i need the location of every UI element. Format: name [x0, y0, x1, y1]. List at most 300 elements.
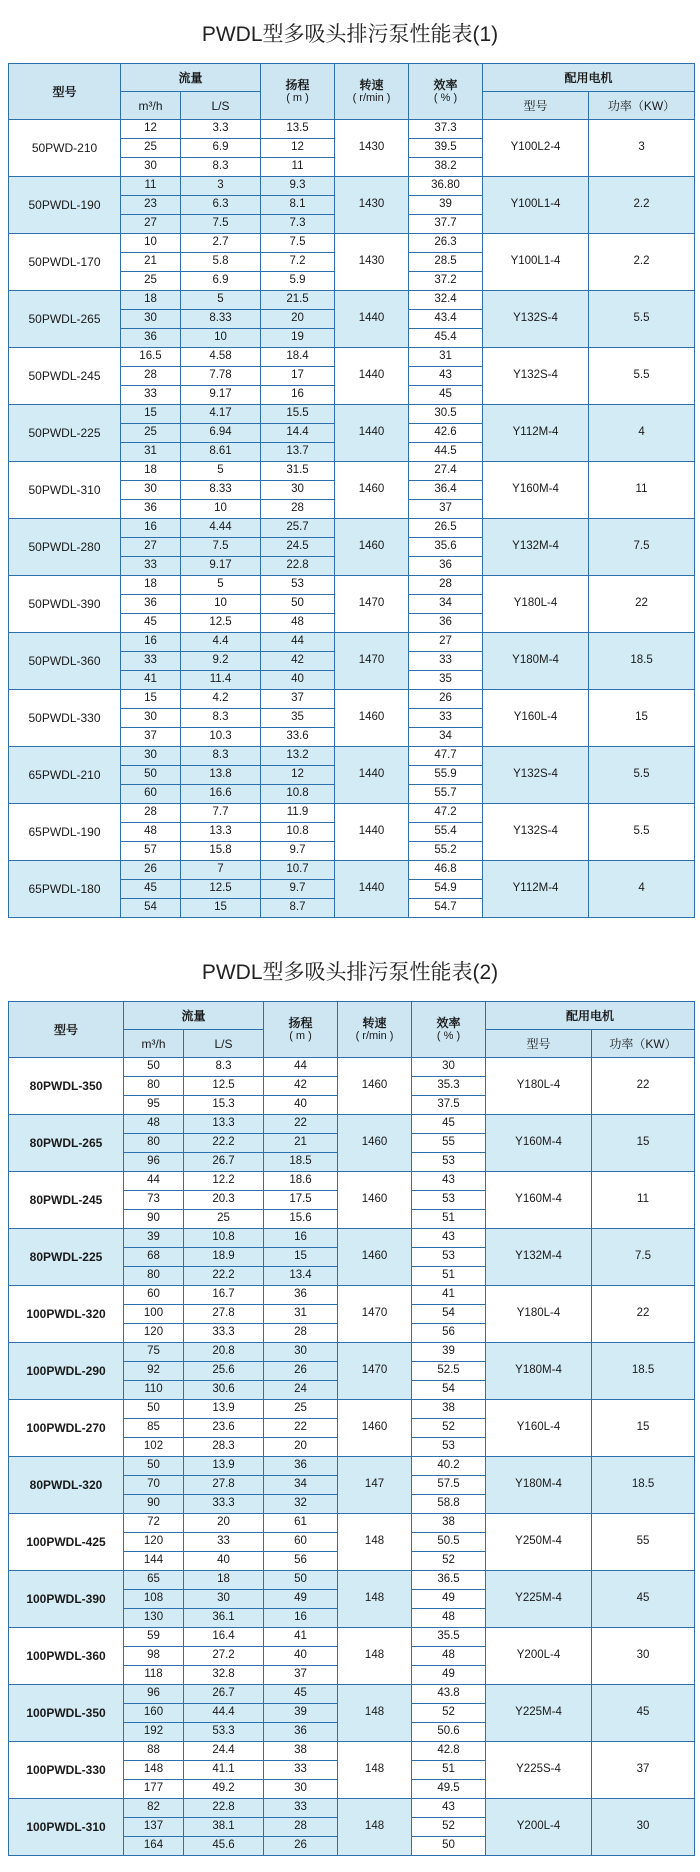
flow-ls-cell: 13.9 [184, 1400, 264, 1419]
efficiency-cell: 28 [409, 576, 483, 595]
motor-power-cell: 15 [592, 1115, 695, 1172]
flow-ls-cell: 18.9 [184, 1248, 264, 1267]
motor-power-cell: 5.5 [589, 747, 695, 804]
flow-ls-cell: 33.3 [184, 1495, 264, 1514]
header-head: 扬程 ( m ) [264, 1002, 338, 1058]
motor-model-cell: Y160M-4 [486, 1115, 592, 1172]
flow-m3h-cell: 30 [121, 747, 181, 766]
motor-power-cell: 18.5 [589, 633, 695, 690]
motor-power-cell: 5.5 [589, 804, 695, 861]
head-cell: 36 [264, 1723, 338, 1742]
motor-model-cell: Y180M-4 [486, 1343, 592, 1400]
flow-m3h-cell: 70 [124, 1476, 184, 1495]
head-cell: 10.8 [261, 785, 335, 804]
flow-m3h-cell: 73 [124, 1191, 184, 1210]
head-cell: 32 [264, 1495, 338, 1514]
flow-ls-cell: 38.1 [184, 1818, 264, 1837]
flow-m3h-cell: 80 [124, 1267, 184, 1286]
header-motor-model: 型号 [483, 92, 589, 120]
table-row [9, 1571, 695, 1590]
table-row [9, 1115, 695, 1134]
efficiency-cell: 35.5 [412, 1628, 486, 1647]
model-cell: 50PWDL-330 [9, 690, 121, 747]
speed-cell: 1460 [335, 462, 409, 519]
flow-m3h-cell: 98 [124, 1647, 184, 1666]
flow-ls-cell: 13.3 [184, 1115, 264, 1134]
efficiency-cell: 27.4 [409, 462, 483, 481]
head-cell: 16 [264, 1229, 338, 1248]
efficiency-cell: 35.6 [409, 538, 483, 557]
flow-m3h-cell: 16 [121, 519, 181, 538]
flow-m3h-cell: 110 [124, 1381, 184, 1400]
flow-ls-cell: 25.6 [184, 1362, 264, 1381]
head-cell: 8.7 [261, 899, 335, 918]
flow-m3h-cell: 192 [124, 1723, 184, 1742]
motor-model-cell: Y112M-4 [483, 405, 589, 462]
speed-cell: 1440 [335, 861, 409, 918]
flow-ls-cell: 5 [181, 291, 261, 310]
flow-m3h-cell: 25 [121, 272, 181, 291]
flow-ls-cell: 10 [181, 329, 261, 348]
flow-ls-cell: 33.3 [184, 1324, 264, 1343]
flow-m3h-cell: 33 [121, 652, 181, 671]
model-cell: 100PWDL-390 [9, 1571, 124, 1628]
flow-m3h-cell: 15 [121, 405, 181, 424]
head-cell: 21.5 [261, 291, 335, 310]
flow-m3h-cell: 137 [124, 1818, 184, 1837]
efficiency-cell: 28.5 [409, 253, 483, 272]
table-row [9, 519, 695, 538]
flow-ls-cell: 10.3 [181, 728, 261, 747]
motor-power-cell: 5.5 [589, 291, 695, 348]
efficiency-cell: 26.5 [409, 519, 483, 538]
flow-m3h-cell: 102 [124, 1438, 184, 1457]
model-cell: 50PWDL-310 [9, 462, 121, 519]
model-cell: 80PWDL-265 [9, 1115, 124, 1172]
motor-power-cell: 30 [592, 1628, 695, 1685]
head-cell: 21 [264, 1134, 338, 1153]
flow-m3h-cell: 44 [124, 1172, 184, 1191]
table-row [9, 1628, 695, 1647]
flow-ls-cell: 22.2 [184, 1267, 264, 1286]
flow-m3h-cell: 18 [121, 291, 181, 310]
efficiency-cell: 34 [409, 728, 483, 747]
flow-ls-cell: 16.7 [184, 1286, 264, 1305]
efficiency-cell: 40.2 [412, 1457, 486, 1476]
head-cell: 30 [264, 1343, 338, 1362]
flow-ls-cell: 30 [184, 1590, 264, 1609]
flow-ls-cell: 4.17 [181, 405, 261, 424]
flow-ls-cell: 15.3 [184, 1096, 264, 1115]
flow-m3h-cell: 16.5 [121, 348, 181, 367]
flow-m3h-cell: 30 [121, 310, 181, 329]
speed-cell: 1470 [335, 633, 409, 690]
motor-power-cell: 22 [592, 1286, 695, 1343]
efficiency-cell: 41 [412, 1286, 486, 1305]
efficiency-cell: 43 [412, 1229, 486, 1248]
motor-power-cell: 7.5 [592, 1229, 695, 1286]
motor-model-cell: Y225M-4 [486, 1685, 592, 1742]
head-cell: 30 [264, 1780, 338, 1799]
flow-m3h-cell: 120 [124, 1533, 184, 1552]
flow-ls-cell: 30.6 [184, 1381, 264, 1400]
flow-ls-cell: 36.1 [184, 1609, 264, 1628]
flow-ls-cell: 49.2 [184, 1780, 264, 1799]
head-cell: 40 [261, 671, 335, 690]
model-cell: 80PWDL-225 [9, 1229, 124, 1286]
flow-ls-cell: 4.2 [181, 690, 261, 709]
flow-m3h-cell: 28 [121, 367, 181, 386]
motor-model-cell: Y180M-4 [486, 1457, 592, 1514]
efficiency-cell: 53 [412, 1248, 486, 1267]
efficiency-cell: 39.5 [409, 139, 483, 158]
speed-cell: 1460 [335, 519, 409, 576]
efficiency-cell: 38 [412, 1400, 486, 1419]
efficiency-cell: 54.7 [409, 899, 483, 918]
header-head: 扬程 ( m ) [261, 64, 335, 120]
head-cell: 33.6 [261, 728, 335, 747]
efficiency-cell: 32.4 [409, 291, 483, 310]
efficiency-cell: 38 [412, 1514, 486, 1533]
efficiency-cell: 33 [409, 652, 483, 671]
efficiency-cell: 53 [412, 1438, 486, 1457]
motor-model-cell: Y132M-4 [483, 519, 589, 576]
flow-ls-cell: 23.6 [184, 1419, 264, 1438]
flow-m3h-cell: 18 [121, 462, 181, 481]
table-row [9, 1685, 695, 1704]
head-cell: 9.7 [261, 842, 335, 861]
model-cell: 100PWDL-360 [9, 1628, 124, 1685]
efficiency-cell: 36 [409, 557, 483, 576]
flow-ls-cell: 10.8 [184, 1229, 264, 1248]
model-cell: 100PWDL-330 [9, 1742, 124, 1799]
flow-m3h-cell: 30 [121, 709, 181, 728]
model-cell: 100PWDL-350 [9, 1685, 124, 1742]
header-flow: 流量 [124, 1002, 264, 1030]
head-cell: 60 [264, 1533, 338, 1552]
head-cell: 28 [261, 500, 335, 519]
flow-m3h-cell: 82 [124, 1799, 184, 1818]
flow-m3h-cell: 50 [124, 1400, 184, 1419]
motor-power-cell: 15 [592, 1400, 695, 1457]
motor-model-cell: Y180L-4 [483, 576, 589, 633]
model-cell: 50PWDL-390 [9, 576, 121, 633]
speed-cell: 148 [338, 1742, 412, 1799]
efficiency-cell: 38.2 [409, 158, 483, 177]
motor-power-cell: 37 [592, 1742, 695, 1799]
flow-ls-cell: 8.61 [181, 443, 261, 462]
head-cell: 31 [264, 1305, 338, 1324]
flow-ls-cell: 40 [184, 1552, 264, 1571]
efficiency-cell: 43 [412, 1172, 486, 1191]
table-row [9, 747, 695, 766]
flow-m3h-cell: 92 [124, 1362, 184, 1381]
flow-ls-cell: 5.8 [181, 253, 261, 272]
efficiency-cell: 55.7 [409, 785, 483, 804]
flow-ls-cell: 6.3 [181, 196, 261, 215]
head-cell: 7.3 [261, 215, 335, 234]
head-cell: 13.4 [264, 1267, 338, 1286]
motor-power-cell: 4 [589, 861, 695, 918]
speed-cell: 1460 [338, 1229, 412, 1286]
flow-m3h-cell: 57 [121, 842, 181, 861]
flow-m3h-cell: 11 [121, 177, 181, 196]
flow-m3h-cell: 30 [121, 481, 181, 500]
efficiency-cell: 48 [412, 1647, 486, 1666]
head-cell: 31.5 [261, 462, 335, 481]
flow-ls-cell: 44.4 [184, 1704, 264, 1723]
efficiency-cell: 47.7 [409, 747, 483, 766]
speed-cell: 1460 [335, 690, 409, 747]
motor-power-cell: 18.5 [592, 1343, 695, 1400]
head-cell: 17 [261, 367, 335, 386]
flow-ls-cell: 24.4 [184, 1742, 264, 1761]
efficiency-cell: 55.2 [409, 842, 483, 861]
header-motor: 配用电机 [486, 1002, 695, 1030]
motor-power-cell: 11 [592, 1172, 695, 1229]
flow-ls-cell: 22.2 [184, 1134, 264, 1153]
efficiency-cell: 37.7 [409, 215, 483, 234]
motor-power-cell: 2.2 [589, 234, 695, 291]
efficiency-cell: 50 [412, 1837, 486, 1856]
efficiency-cell: 53 [412, 1153, 486, 1172]
header-efficiency: 效率 ( % ) [412, 1002, 486, 1058]
motor-model-cell: Y160M-4 [486, 1172, 592, 1229]
flow-m3h-cell: 16 [121, 633, 181, 652]
model-cell: 65PWDL-210 [9, 747, 121, 804]
efficiency-cell: 47.2 [409, 804, 483, 823]
speed-cell: 1470 [335, 576, 409, 633]
flow-m3h-cell: 120 [124, 1324, 184, 1343]
speed-cell: 1430 [335, 177, 409, 234]
head-cell: 11 [261, 158, 335, 177]
table-row [9, 1457, 695, 1476]
speed-cell: 148 [338, 1628, 412, 1685]
flow-ls-cell: 41.1 [184, 1761, 264, 1780]
motor-power-cell: 5.5 [589, 348, 695, 405]
flow-ls-cell: 3.3 [181, 120, 261, 139]
table-row [9, 1343, 695, 1362]
head-cell: 38 [264, 1742, 338, 1761]
efficiency-cell: 52.5 [412, 1362, 486, 1381]
model-cell: 100PWDL-320 [9, 1286, 124, 1343]
header-motor: 配用电机 [483, 64, 695, 92]
head-cell: 45 [264, 1685, 338, 1704]
efficiency-cell: 26.3 [409, 234, 483, 253]
header-flow-ls: L/S [181, 92, 261, 120]
flow-m3h-cell: 90 [124, 1210, 184, 1229]
flow-m3h-cell: 45 [121, 880, 181, 899]
head-cell: 24.5 [261, 538, 335, 557]
head-cell: 39 [264, 1704, 338, 1723]
flow-m3h-cell: 100 [124, 1305, 184, 1324]
head-cell: 37 [264, 1666, 338, 1685]
flow-ls-cell: 20 [184, 1514, 264, 1533]
head-cell: 10.7 [261, 861, 335, 880]
flow-ls-cell: 11.4 [181, 671, 261, 690]
header-efficiency: 效率 ( % ) [409, 64, 483, 120]
motor-power-cell: 22 [589, 576, 695, 633]
flow-ls-cell: 7.5 [181, 538, 261, 557]
flow-ls-cell: 8.3 [181, 709, 261, 728]
flow-ls-cell: 2.7 [181, 234, 261, 253]
head-cell: 10.8 [261, 823, 335, 842]
head-cell: 20 [261, 310, 335, 329]
flow-m3h-cell: 45 [121, 614, 181, 633]
flow-m3h-cell: 33 [121, 386, 181, 405]
model-cell: 50PWDL-170 [9, 234, 121, 291]
table-row [9, 633, 695, 652]
motor-model-cell: Y180M-4 [483, 633, 589, 690]
flow-ls-cell: 18 [184, 1571, 264, 1590]
efficiency-cell: 55 [412, 1134, 486, 1153]
motor-model-cell: Y100L1-4 [483, 234, 589, 291]
flow-ls-cell: 25 [184, 1210, 264, 1229]
head-cell: 49 [264, 1590, 338, 1609]
head-cell: 36 [264, 1286, 338, 1305]
efficiency-cell: 36.80 [409, 177, 483, 196]
efficiency-cell: 51 [412, 1267, 486, 1286]
speed-cell: 1430 [335, 120, 409, 177]
head-cell: 19 [261, 329, 335, 348]
flow-m3h-cell: 50 [121, 766, 181, 785]
header-model: 型号 [9, 64, 121, 120]
head-cell: 18.6 [264, 1172, 338, 1191]
model-cell: 80PWDL-245 [9, 1172, 124, 1229]
flow-m3h-cell: 12 [121, 120, 181, 139]
efficiency-cell: 30 [412, 1058, 486, 1077]
efficiency-cell: 43.4 [409, 310, 483, 329]
efficiency-cell: 45.4 [409, 329, 483, 348]
model-cell: 100PWDL-425 [9, 1514, 124, 1571]
flow-m3h-cell: 25 [121, 424, 181, 443]
flow-m3h-cell: 26 [121, 861, 181, 880]
table-row [9, 120, 695, 139]
head-cell: 26 [264, 1362, 338, 1381]
motor-power-cell: 7.5 [589, 519, 695, 576]
efficiency-cell: 54 [412, 1381, 486, 1400]
table-row [9, 1286, 695, 1305]
efficiency-cell: 37.3 [409, 120, 483, 139]
efficiency-cell: 52 [412, 1419, 486, 1438]
motor-power-cell: 45 [592, 1685, 695, 1742]
speed-cell: 1460 [338, 1115, 412, 1172]
head-cell: 15.6 [264, 1210, 338, 1229]
flow-ls-cell: 8.33 [181, 481, 261, 500]
flow-m3h-cell: 59 [124, 1628, 184, 1647]
flow-m3h-cell: 85 [124, 1419, 184, 1438]
table-row [9, 462, 695, 481]
efficiency-cell: 35 [409, 671, 483, 690]
flow-ls-cell: 32.8 [184, 1666, 264, 1685]
performance-table-2 [8, 1001, 695, 1856]
flow-ls-cell: 8.3 [181, 747, 261, 766]
head-cell: 56 [264, 1552, 338, 1571]
flow-m3h-cell: 50 [124, 1457, 184, 1476]
model-cell: 65PWDL-180 [9, 861, 121, 918]
model-cell: 50PWD-210 [9, 120, 121, 177]
flow-ls-cell: 16.6 [181, 785, 261, 804]
table-row [9, 348, 695, 367]
motor-model-cell: Y180L-4 [486, 1058, 592, 1115]
efficiency-cell: 33 [409, 709, 483, 728]
flow-m3h-cell: 96 [124, 1685, 184, 1704]
model-cell: 50PWDL-225 [9, 405, 121, 462]
table-row [9, 1229, 695, 1248]
flow-m3h-cell: 118 [124, 1666, 184, 1685]
motor-model-cell: Y250M-4 [486, 1514, 592, 1571]
head-cell: 42 [264, 1077, 338, 1096]
efficiency-cell: 42.6 [409, 424, 483, 443]
flow-m3h-cell: 68 [124, 1248, 184, 1267]
table1-title: PWDL型多吸头排污泵性能表(1) [201, 23, 499, 46]
flow-m3h-cell: 95 [124, 1096, 184, 1115]
motor-power-cell: 30 [592, 1799, 695, 1856]
head-cell: 5.9 [261, 272, 335, 291]
head-cell: 13.7 [261, 443, 335, 462]
efficiency-cell: 37.2 [409, 272, 483, 291]
head-cell: 18.5 [264, 1153, 338, 1172]
table2-title: PWDL型多吸头排污泵性能表(2) [201, 961, 499, 984]
efficiency-cell: 55.4 [409, 823, 483, 842]
header-flow-m3h: m³/h [121, 92, 181, 120]
flow-ls-cell: 7.7 [181, 804, 261, 823]
motor-model-cell: Y200L-4 [486, 1628, 592, 1685]
flow-ls-cell: 4.58 [181, 348, 261, 367]
motor-model-cell: Y132S-4 [483, 348, 589, 405]
speed-cell: 1440 [335, 291, 409, 348]
efficiency-cell: 46.8 [409, 861, 483, 880]
efficiency-cell: 36.5 [412, 1571, 486, 1590]
flow-ls-cell: 8.3 [181, 158, 261, 177]
table-row [9, 804, 695, 823]
flow-m3h-cell: 80 [124, 1077, 184, 1096]
head-cell: 12 [261, 139, 335, 158]
model-cell: 100PWDL-290 [9, 1343, 124, 1400]
flow-m3h-cell: 39 [124, 1229, 184, 1248]
head-cell: 28 [264, 1324, 338, 1343]
efficiency-cell: 52 [412, 1818, 486, 1837]
flow-ls-cell: 28.3 [184, 1438, 264, 1457]
efficiency-cell: 57.5 [412, 1476, 486, 1495]
flow-ls-cell: 12.5 [181, 614, 261, 633]
flow-ls-cell: 9.17 [181, 386, 261, 405]
motor-power-cell: 2.2 [589, 177, 695, 234]
head-cell: 37 [261, 690, 335, 709]
motor-model-cell: Y132M-4 [486, 1229, 592, 1286]
motor-model-cell: Y200L-4 [486, 1799, 592, 1856]
efficiency-cell: 50.5 [412, 1533, 486, 1552]
speed-cell: 148 [338, 1571, 412, 1628]
table-row [9, 1172, 695, 1191]
speed-cell: 148 [338, 1685, 412, 1742]
speed-cell: 1440 [335, 348, 409, 405]
efficiency-cell: 55.9 [409, 766, 483, 785]
efficiency-cell: 36.4 [409, 481, 483, 500]
table-row [9, 1058, 695, 1077]
head-cell: 50 [264, 1571, 338, 1590]
flow-m3h-cell: 30 [121, 158, 181, 177]
table-row [9, 690, 695, 709]
flow-m3h-cell: 10 [121, 234, 181, 253]
head-cell: 34 [264, 1476, 338, 1495]
speed-cell: 148 [338, 1799, 412, 1856]
flow-ls-cell: 22.8 [184, 1799, 264, 1818]
efficiency-cell: 50.6 [412, 1723, 486, 1742]
efficiency-cell: 31 [409, 348, 483, 367]
speed-cell: 147 [338, 1457, 412, 1514]
head-cell: 7.5 [261, 234, 335, 253]
